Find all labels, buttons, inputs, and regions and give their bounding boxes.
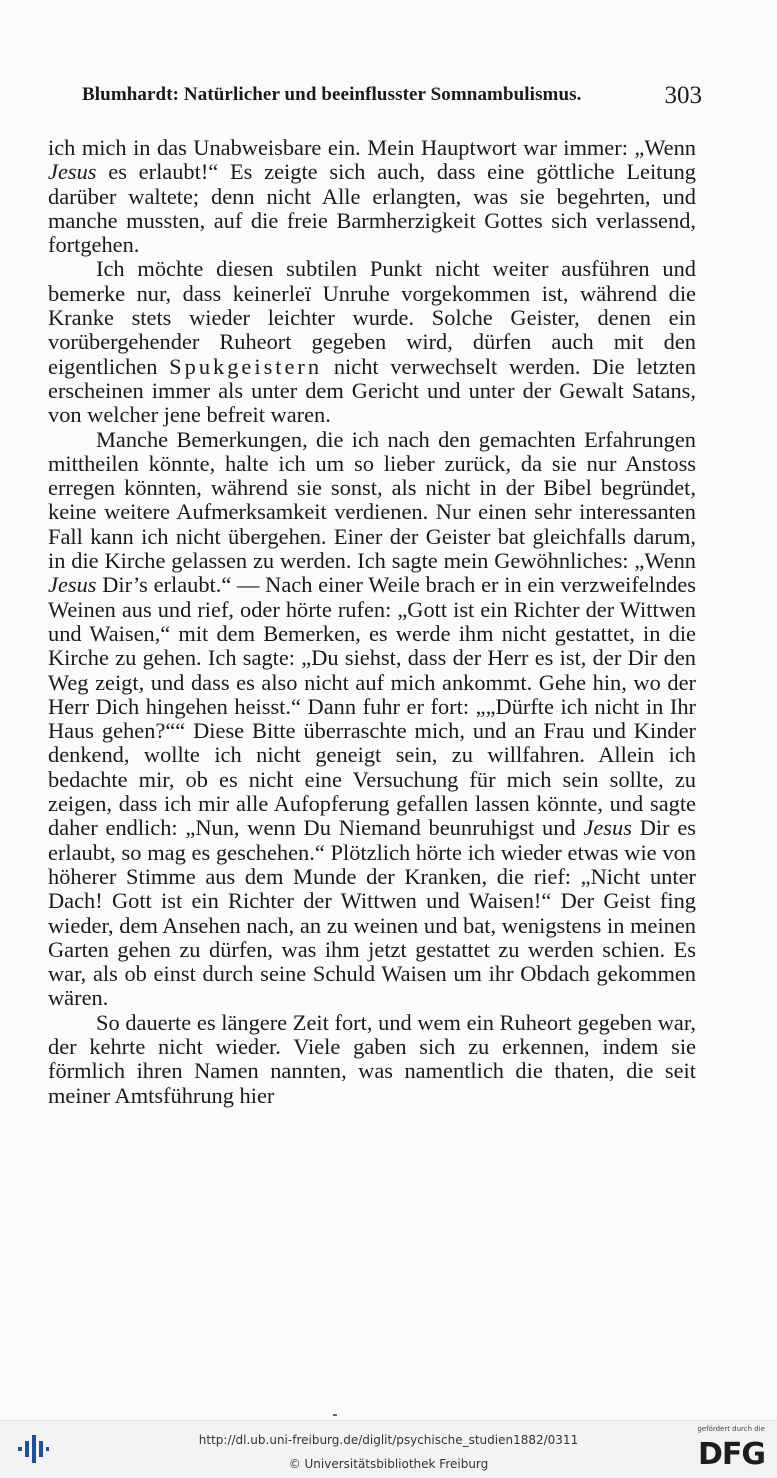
scan-speck bbox=[333, 1414, 337, 1416]
paragraph-1 bbox=[48, 136, 696, 257]
footer-bar bbox=[0, 1420, 777, 1478]
paragraph-2-text-b: nicht verwechselt werden. Die letzten erscheinen immer als unter dem Gericht und unter der Gewalt Satans, von welcher jene befreit waren. bbox=[48, 353, 696, 428]
paragraph-2 bbox=[48, 257, 696, 427]
body-text bbox=[48, 136, 696, 1108]
paragraph-3 bbox=[48, 428, 696, 1011]
spaced-emphasis: Spukgeistern bbox=[169, 353, 323, 379]
paragraph-3-text-a: Manche Bemerkungen, die ich nach den gemachten Erfahrungen mittheilen könnte, halte ich um so lieber zurück, da sie nur Anstoss erregen könnten, während sie sonst, als nicht in der Bibel begründet, keine weitere Aufmerksamkeit verdienen. Nur einen sehr interessanten Fall kann ich nicht übergehen. Einer der Geister bat gleichfalls darum, in die Kirche gelassen zu werden. Ich sagte mein Gewöhnliches: „Wenn bbox=[48, 426, 696, 574]
dfg-caption: gefördert durch die bbox=[697, 1425, 765, 1433]
paragraph-1-text-a: ich mich in das Unabweisbare ein. Mein Hauptwort war immer: „Wenn bbox=[48, 135, 696, 160]
dfg-mark: DFG bbox=[697, 1437, 765, 1472]
paragraph-4 bbox=[48, 1011, 696, 1108]
paragraph-4-text-a: So dauerte es längere Zeit fort, und wem ein Ruheort gegeben war, der kehrte nicht wieder. Viele gaben sich zu erkennen, indem sie förmlich ihren Namen nannten, was namentlich die thaten, die seit meiner Amtsführung hier bbox=[48, 1009, 696, 1108]
permalink-url[interactable]: http://dl.ub.uni-freiburg.de/diglit/psychische_studien1882/0311 bbox=[198, 1433, 579, 1447]
running-title: Blumhardt: Natürlicher und beeinflusster Somnambulismus. bbox=[82, 84, 582, 105]
jesus-italic: Jesus bbox=[583, 815, 632, 841]
paragraph-3-text-b: Dir’s erlaubt.“ — Nach einer Weile brach er in ein verzweifelndes Weinen aus und rief, oder hörte rufen: „Gott ist ein Richter der Wittwen und Waisen,“ mit dem Bemerken, es werde ihm nicht gestattet, in die Kirche zu gehen. Ich sagte: „Du siehst, dass der Herr es ist, der Dir den Weg zeigt, und dass es also nicht auf mich ankommt. Gehe hin, wo der Herr Dich hingehen heisst.“ Dann fuhr er fort: „„Dürfte ich nicht in Ihr Haus gehen?““ Diese Bitte überraschte mich, und an Frau und Kinder denkend, wollte ich nicht geneigt sein, zu willfahren. Allein ich bedachte mir, ob es nicht eine Versuchung für mich sein sollte, zu zeigen, dass ich mir alle Aufopferung gefallen lassen könnte, und sagte daher endlich: „Nun, wenn Du Niemand beunruhigst und bbox=[48, 572, 696, 841]
paragraph-2-text-a: Ich möchte diesen subtilen Punkt nicht weiter ausführen und bemerke nur, dass keinerleï Unruhe vorgekommen ist, während die Kranke stets wieder leichter wurde. Solche Geister, denen ein vorübergehender Ruheort gegeben wird, dürfen auch mit den eigentlichen bbox=[48, 256, 696, 379]
copyright-notice: © Universitätsbibliothek Freiburg bbox=[288, 1457, 489, 1471]
page-number: 303 bbox=[664, 82, 702, 109]
jesus-italic: Jesus bbox=[48, 572, 97, 598]
jesus-italic: Jesus bbox=[48, 159, 97, 185]
paragraph-1-text-b: es erlaubt!“ Es zeigte sich auch, dass eine göttliche Leitung darüber waltete; denn nicht Alle erlangten, was sie begehrten, und manche mussten, auf die freie Barmherzigkeit Gottes sich verlassend, fortgehen. bbox=[48, 159, 696, 258]
running-head bbox=[82, 84, 702, 114]
paragraph-3-text-c: Dir es erlaubt, so mag es geschehen.“ Plötzlich hörte ich wieder etwas wie von höherer Stimme aus dem Munde der Kranken, die rief: „Nicht unter Dach! Gott ist ein Richter der Wittwen und Waisen!“ Der Geist fing wieder, dem Ansehen nach, an zu weinen und bat, wenigstens in meinen Garten gehen zu dürfen, was ihm jetzt gestattet zu werden schien. Es war, als ob einst durch seine Schuld Waisen um ihr Obdach gekommen wären. bbox=[48, 815, 696, 1011]
